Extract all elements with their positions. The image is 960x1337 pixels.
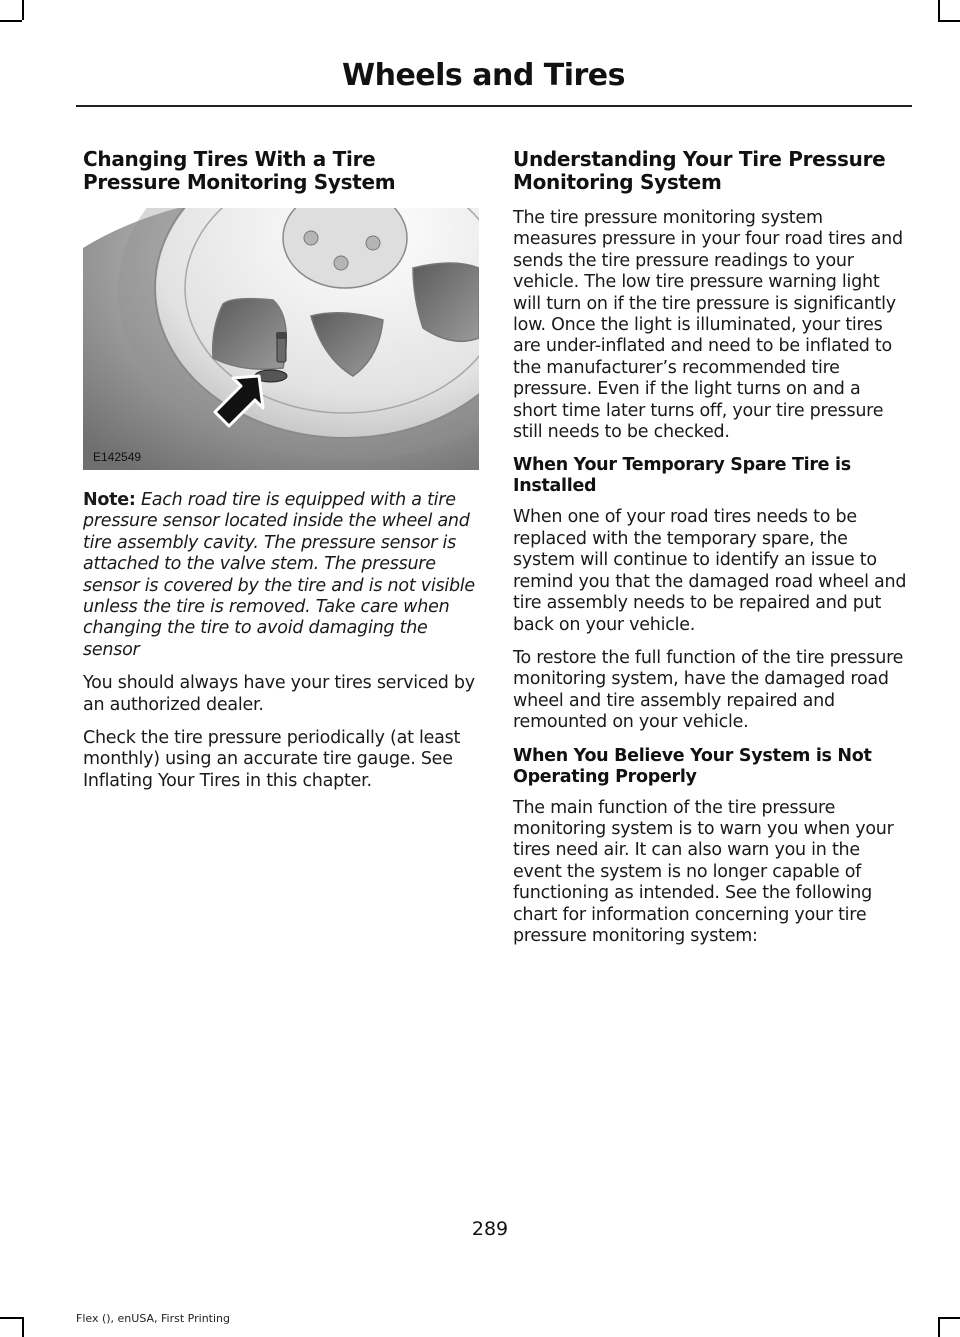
crop-mark [22,1317,24,1337]
body-paragraph: The tire pressure monitoring system measures pressure in your four road tires and sends the tire pressure readings to your vehicle. The low tire pressure warning light will turn on if the tire pressure is significantly low. Once the light is illuminated, your tires are under-inflated and need to be inflated to the manufacturer’s recommended tire pressure. Even if the light turns on and a short time later turns off, your tire pressure still needs to be checked. [513,208,903,443]
subsection-heading: When You Believe Your System is Not Operating Properly [513,745,872,787]
section-heading: Changing Tires With a Tire Pressure Monitoring System [83,147,396,194]
crop-mark [0,20,22,22]
section-heading: Understanding Your Tire Pressure Monitoring System [513,147,886,194]
header-divider [76,105,912,107]
crop-mark [0,1317,22,1319]
figure-label: E142549 [93,450,142,464]
crop-mark [22,0,24,20]
subsection-heading: When Your Temporary Spare Tire is Installed [513,455,851,497]
printing-info: Flex (), enUSA, First Printing [76,1312,230,1325]
crop-mark [938,0,940,20]
crop-mark [938,1317,940,1337]
body-paragraph: To restore the full function of the tire pressure monitoring system, have the damaged road wheel and tire assembly repaired and remounted on your vehicle. [513,647,904,733]
page-number: 289 [471,1218,509,1240]
note-paragraph [83,490,479,661]
note-text: Each road tire is equipped with a tire pressure sensor located inside the wheel and tire assembly cavity. The pressure sensor is attached to the valve stem. The pressure sensor is covered by the tire and is not visible unless the tire is removed. Take care when changing the tire to avoid damaging the sensor [83,490,475,660]
wheel-illustration [83,208,479,470]
crop-mark [938,1317,960,1319]
body-paragraph: When one of your road tires needs to be replaced with the temporary spare, the system will continue to identify an issue to remind you that the damaged road wheel and tire assembly needs to be repaired and put back on your vehicle. [513,507,907,635]
body-paragraph: Check the tire pressure periodically (at least monthly) using an accurate tire gauge. See Inflating Your Tires in this chapter. [83,728,461,791]
right-column [513,148,909,959]
page-header-title: Wheels and Tires [342,58,625,93]
tire-valve-figure [83,208,479,470]
body-paragraph: You should always have your tires serviced by an authorized dealer. [83,673,475,715]
body-paragraph: The main function of the tire pressure monitoring system is to warn you when your tires need air. It can also warn you in the event the system is no longer capable of functioning as intended. See the following chart for information concerning your tire pressure monitoring system: [513,797,894,946]
crop-mark [938,20,960,22]
left-column [83,148,479,804]
note-label: Note: [83,490,136,510]
